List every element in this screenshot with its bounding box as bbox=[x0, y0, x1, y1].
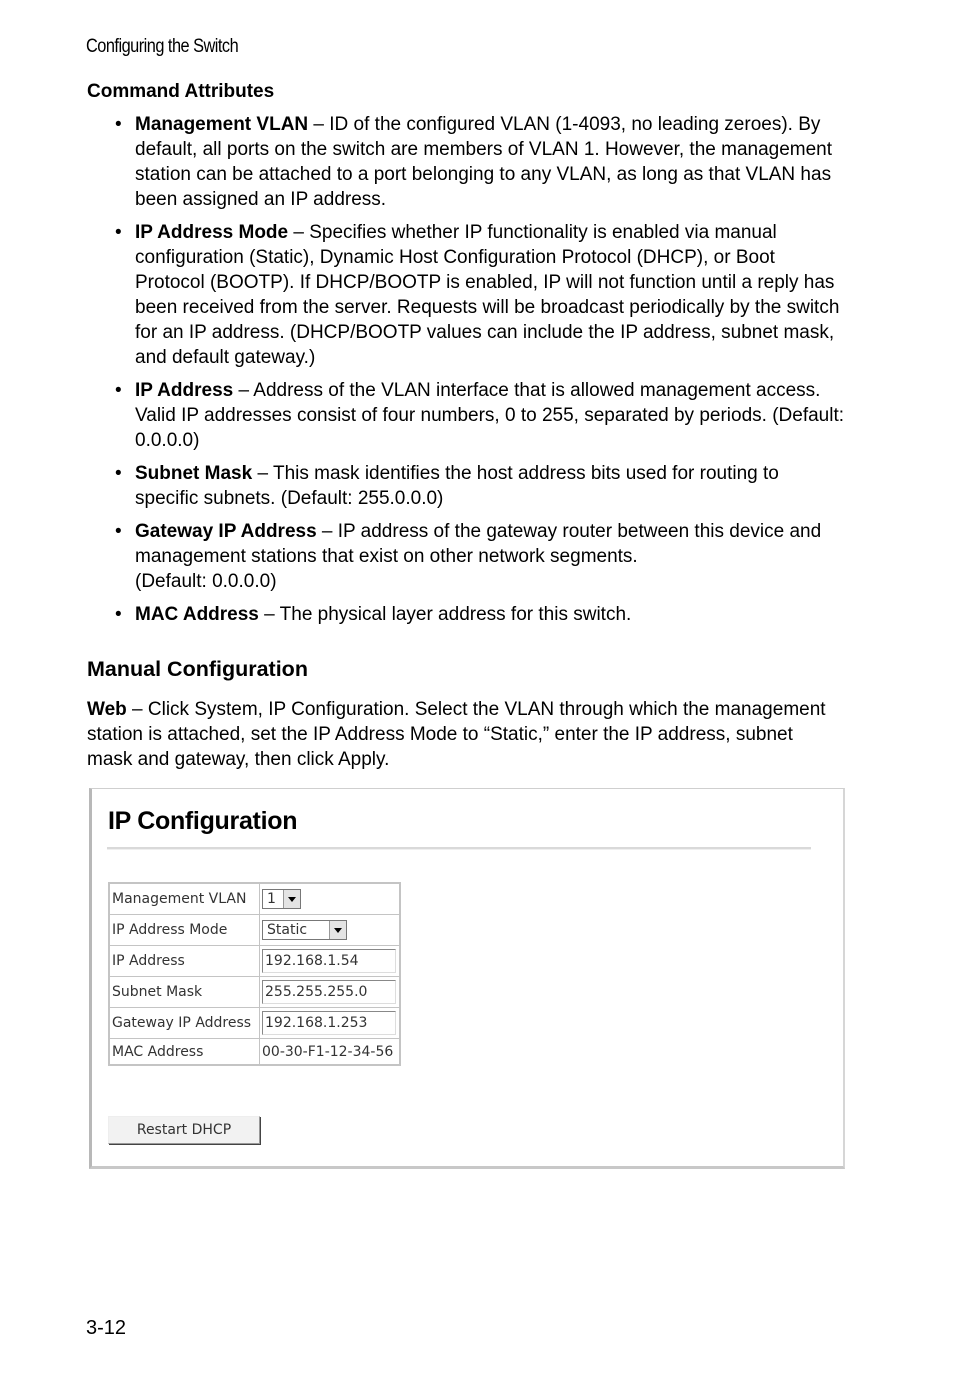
attribute-term: Management VLAN bbox=[135, 114, 309, 135]
bullet-icon: • bbox=[115, 114, 122, 135]
running-head: Configuring the Switch bbox=[86, 36, 239, 57]
subnet-mask-input[interactable] bbox=[262, 980, 396, 1004]
web-term: Web bbox=[87, 699, 127, 720]
section-heading-manual-configuration: Manual Configuration bbox=[87, 657, 308, 681]
ip-configuration-screenshot bbox=[89, 788, 845, 1169]
bullet-icon: • bbox=[115, 380, 122, 401]
table-row bbox=[110, 915, 399, 945]
list-item bbox=[115, 112, 847, 212]
list-item bbox=[115, 519, 847, 594]
mac-address-label: MAC Address bbox=[110, 1039, 259, 1064]
attribute-description: – The physical layer address for this switch. bbox=[258, 604, 632, 625]
ip-address-mode-label: IP Address Mode bbox=[110, 915, 259, 945]
ip-address-mode-select[interactable] bbox=[262, 920, 347, 940]
bullet-icon: • bbox=[115, 222, 122, 243]
web-instructions bbox=[87, 697, 832, 772]
attribute-default: (Default: 0.0.0.0) bbox=[135, 571, 277, 592]
bullet-icon: • bbox=[115, 463, 122, 484]
gateway-ip-input[interactable] bbox=[262, 1011, 396, 1035]
panel-title: IP Configuration bbox=[108, 807, 298, 835]
list-item bbox=[115, 378, 847, 453]
ip-address-label: IP Address bbox=[110, 946, 259, 976]
attribute-list bbox=[0, 112, 954, 635]
table-row bbox=[110, 1008, 399, 1038]
attribute-term: IP Address Mode bbox=[135, 222, 289, 243]
list-item bbox=[115, 461, 847, 511]
chevron-down-icon[interactable] bbox=[329, 921, 346, 939]
section-heading-command-attributes: Command Attributes bbox=[87, 81, 275, 102]
list-item bbox=[115, 602, 847, 627]
list-item bbox=[115, 220, 847, 370]
web-text: – Click System, IP Configuration. Select the VLAN through which the management station is attached, set the IP Address Mode to “Static,” enter the IP address, subnet mask and gateway, then click Apply. bbox=[87, 699, 826, 770]
attribute-term: Gateway IP Address bbox=[135, 521, 317, 542]
attribute-description: – Specifies whether IP functionality is enabled via manual configuration (Static), Dynamic Host Configuration Protocol (DHCP), or Boot Protocol (BOOTP). If DHCP/BOOTP is enabled, IP will not function until a reply has been received from the server. Requests will be broadcast periodically by the switch for an IP address. (DHCP/BOOTP values can include the IP address, subnet mask, and default gateway.) bbox=[135, 222, 840, 368]
management-vlan-value: 1 bbox=[267, 891, 276, 907]
ip-config-table bbox=[108, 882, 401, 1066]
table-row bbox=[110, 946, 399, 976]
subnet-mask-label: Subnet Mask bbox=[110, 977, 259, 1007]
management-vlan-label: Management VLAN bbox=[110, 884, 259, 914]
mac-address-value: 00-30-F1-12-34-56 bbox=[260, 1039, 399, 1064]
title-divider bbox=[107, 847, 811, 850]
table-row bbox=[110, 1039, 399, 1064]
restart-dhcp-button[interactable]: Restart DHCP bbox=[108, 1116, 260, 1144]
attribute-description: – IP address of the gateway router between this device and management stations that exist on other network segments. bbox=[135, 521, 822, 567]
ip-address-input[interactable] bbox=[262, 949, 396, 973]
bullet-icon: • bbox=[115, 604, 122, 625]
page-number: 3-12 bbox=[86, 1317, 127, 1339]
attribute-term: IP Address bbox=[135, 380, 234, 401]
table-row bbox=[110, 884, 399, 914]
attribute-description: – ID of the configured VLAN (1-4093, no leading zeroes). By default, all ports on the switch are members of VLAN 1. However, the management station can be attached to a port belonging to any VLAN, as long as that VLAN has been assigned an IP address. bbox=[135, 114, 833, 210]
attribute-description: – Address of the VLAN interface that is allowed management access. Valid IP addresses consist of four numbers, 0 to 255, separated by periods. (Default: 0.0.0.0) bbox=[135, 380, 845, 451]
gateway-ip-label: Gateway IP Address bbox=[110, 1008, 259, 1038]
bullet-icon: • bbox=[115, 521, 122, 542]
attribute-term: Subnet Mask bbox=[135, 463, 253, 484]
attribute-term: MAC Address bbox=[135, 604, 259, 625]
chevron-down-icon[interactable] bbox=[283, 890, 300, 908]
ip-address-mode-value: Static bbox=[267, 922, 308, 938]
attribute-description: – This mask identifies the host address bits used for routing to specific subnets. (Default: 255.0.0.0) bbox=[135, 463, 779, 509]
table-row bbox=[110, 977, 399, 1007]
management-vlan-select[interactable] bbox=[262, 889, 301, 909]
